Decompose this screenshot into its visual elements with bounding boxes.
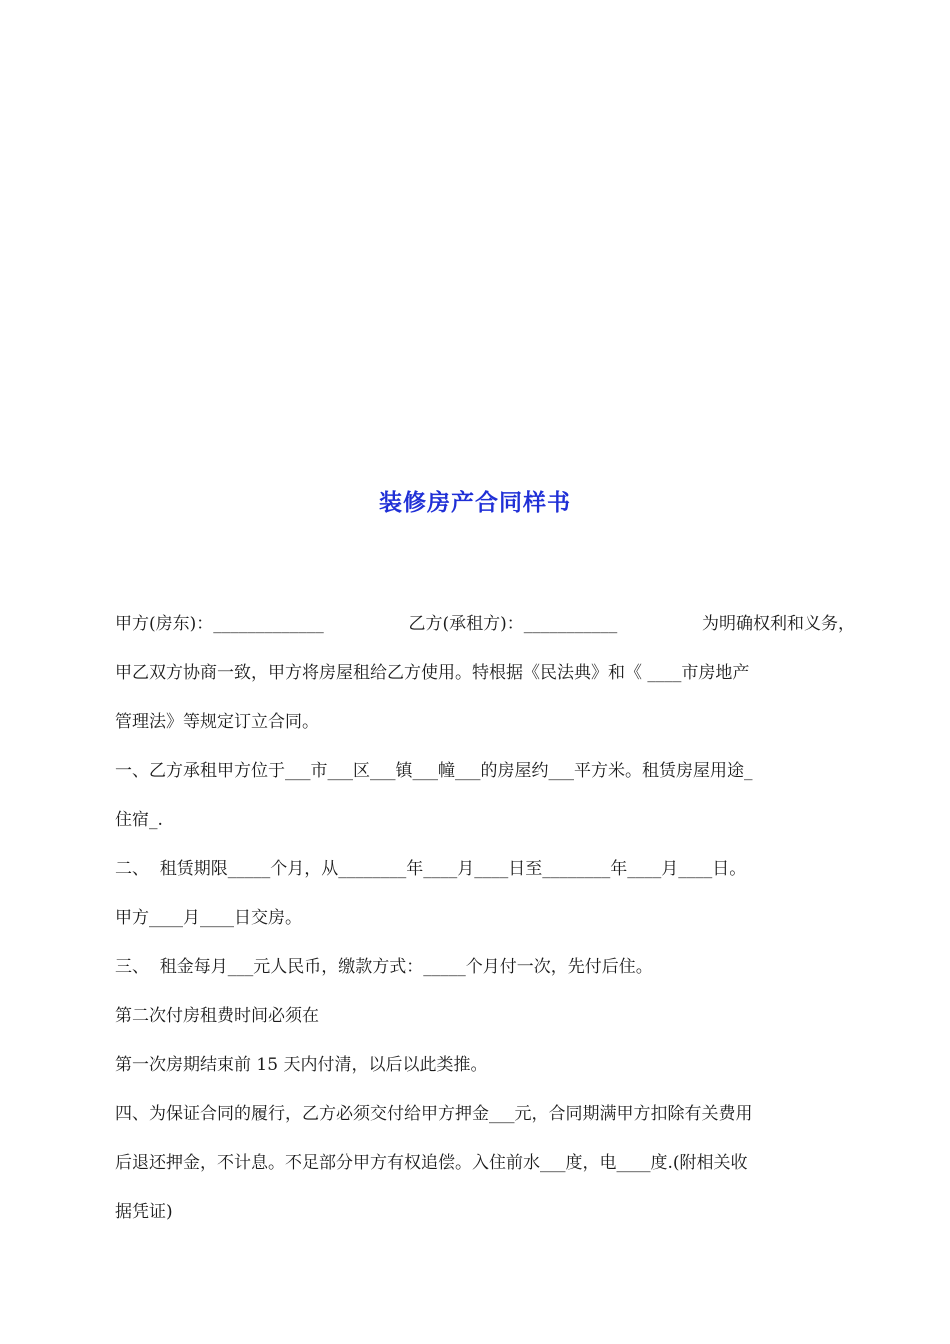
clause-4-line: 据凭证) [115,1202,173,1222]
clause-2-line: 甲方____月____日交房。 [115,908,302,928]
clause-3-line: 第一次房期结束前 15 天内付清，以后以此类推。 [115,1055,488,1075]
clause-4-line: 后退还押金，不计息。不足部分甲方有权追偿。入住前水___度，电____度.(附相关收 [115,1153,748,1173]
contract-body [115,600,855,1237]
paragraph-line: 管理法》等规定订立合同。 [115,712,319,732]
clause-1-line: 住宿_. [115,810,163,830]
purpose-text: 为明确权利和义务， [702,614,855,634]
party-a-field: 甲方(房东)：_____________ [115,614,324,634]
clause-3-line: 三、 租金每月___元人民币，缴款方式：_____个月付一次，先付后住。 [115,957,653,977]
paragraph-line: 甲乙双方协商一致，甲方将房屋租给乙方使用。特根据《民法典》和《 ____市房地产 [115,663,750,683]
parties-line [115,600,855,649]
party-b-field: 乙方(承租方)：___________ [408,614,618,634]
document-title: 装修房产合同样书 [379,490,571,516]
clause-1-line: 一、乙方承租甲方位于___市___区___镇___幢___的房屋约___平方米。租赁房屋用途_ [115,761,753,781]
clause-2-line: 二、 租赁期限_____个月，从________年____月____日至________年____月____日。 [115,859,747,879]
clause-4-line: 四、为保证合同的履行，乙方必须交付给甲方押金___元，合同期满甲方扣除有关费用 [115,1104,753,1124]
clause-3-line: 第二次付房租费时间必须在 [115,1006,319,1026]
